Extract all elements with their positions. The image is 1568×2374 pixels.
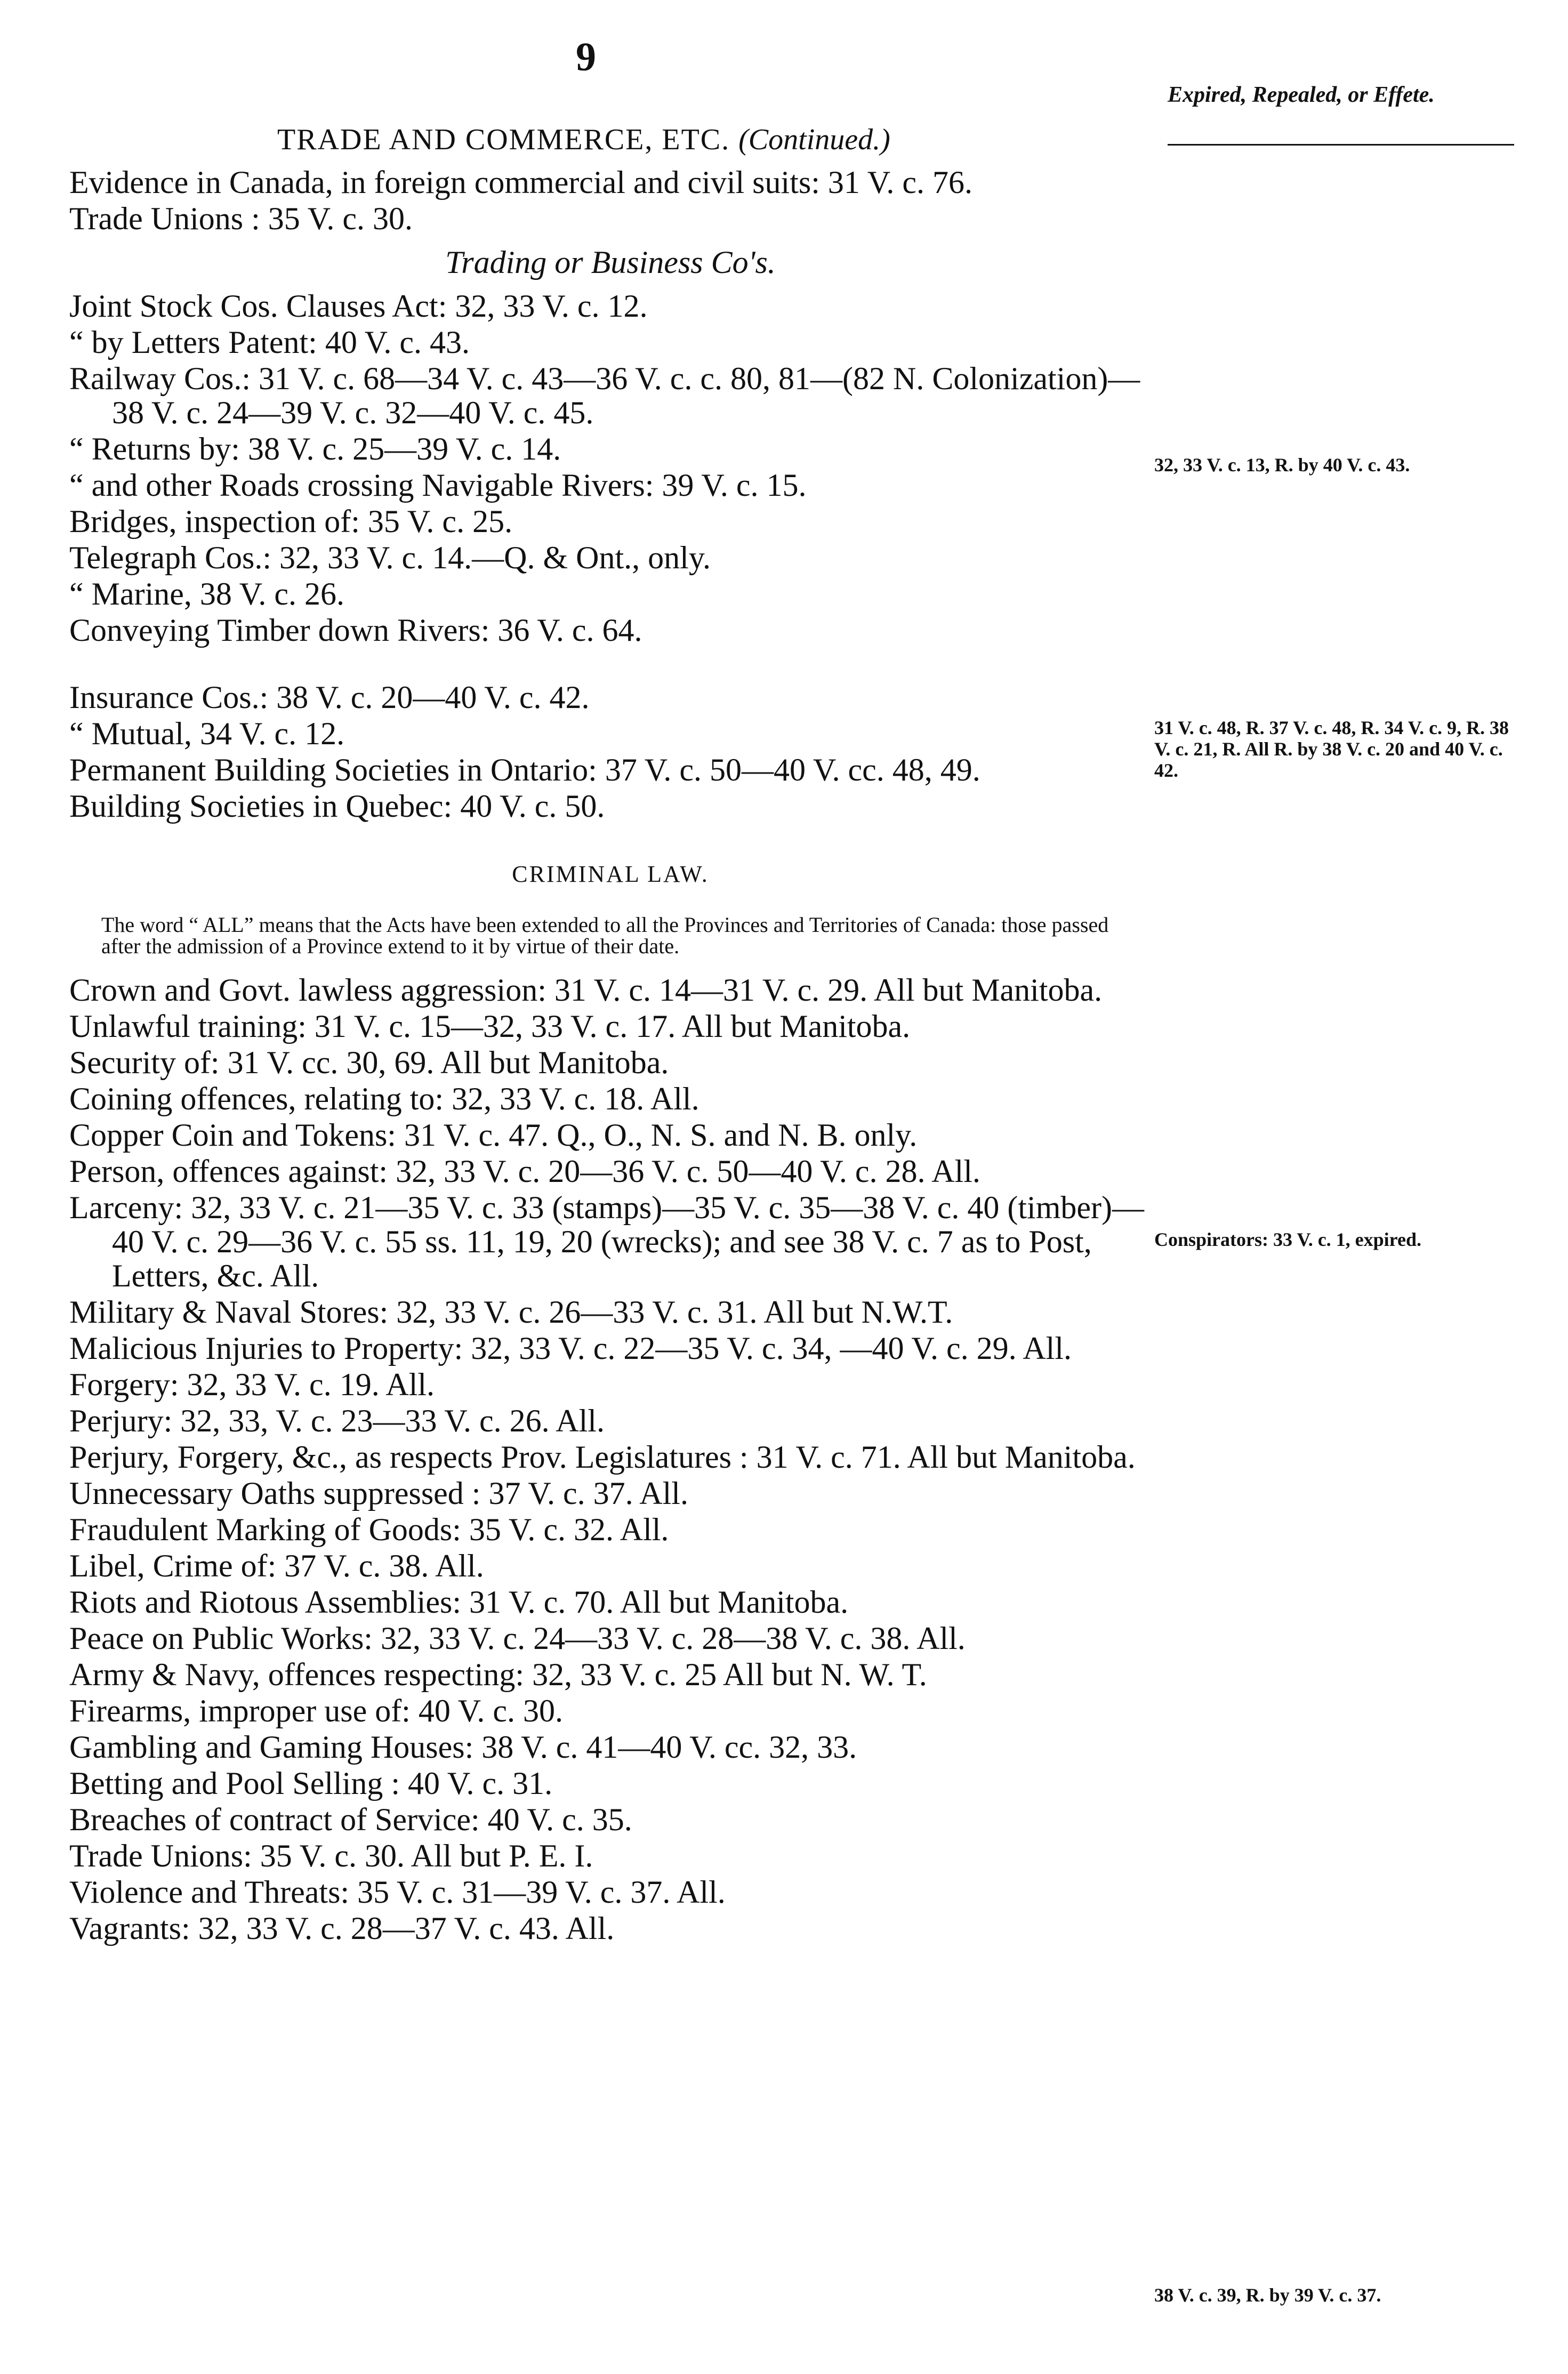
list-item: Gambling and Gaming Houses: 38 V. c. 41—40 V. cc. 32, 33.	[69, 1729, 857, 1765]
list-item: Building Societies in Quebec: 40 V. c. 50.	[69, 788, 605, 824]
list-item: Person, offences against: 32, 33 V. c. 20—36 V. c. 50—40 V. c. 28. All.	[69, 1154, 980, 1189]
list-item: Crown and Govt. lawless aggression: 31 V. c. 14—31 V. c. 29. All but Manitoba.	[69, 972, 1103, 1008]
side-column-header: Expired, Repealed, or Effete.	[1168, 83, 1435, 107]
list-item: Railway Cos.: 31 V. c. 68—34 V. c. 43—36 V. c. c. 80, 81—(82 N. Colonization)—38 V. c. 24—39 V. c. 32—40 V. c. 45.	[69, 361, 1140, 430]
side-note-insurance: 31 V. c. 48, R. 37 V. c. 48, R. 34 V. c. 9, R. 38 V. c. 21, R. All R. by 38 V. c. 20 and 40 V. c. 42.	[1154, 717, 1509, 781]
list-item: “ by Letters Patent: 40 V. c. 43.	[69, 325, 470, 360]
list-item: Army & Navy, offences respecting: 32, 33 V. c. 25 All but N. W. T.	[69, 1657, 927, 1692]
list-item: Security of: 31 V. cc. 30, 69. All but Manitoba.	[69, 1045, 669, 1080]
list-item: Perjury, Forgery, &c., as respects Prov. Legislatures : 31 V. c. 71. All but Manitoba.	[69, 1439, 1136, 1475]
list-item: Copper Coin and Tokens: 31 V. c. 47. Q., O., N. S. and N. B. only.	[69, 1117, 918, 1153]
criminal-entries	[69, 973, 1152, 1945]
list-item: Telegraph Cos.: 32, 33 V. c. 14.—Q. & Ont., only.	[69, 540, 711, 575]
list-item: Larceny: 32, 33 V. c. 21—35 V. c. 33 (stamps)—35 V. c. 35—38 V. c. 40 (timber)—40 V. c. 29—36 V. c. 55 ss. 11, 19, 20 (wrecks); and see 38 V. c. 7 as to Post, Letters, &c. All.	[69, 1190, 1144, 1293]
list-item: Malicious Injuries to Property: 32, 33 V. c. 22—35 V. c. 34, —40 V. c. 29. All.	[69, 1331, 1072, 1366]
list-item: Unlawful training: 31 V. c. 15—32, 33 V. c. 17. All but Manitoba.	[69, 1009, 911, 1044]
list-item: Perjury: 32, 33, V. c. 23—33 V. c. 26. All.	[69, 1403, 605, 1438]
list-item: Violence and Threats: 35 V. c. 31—39 V. c. 37. All.	[69, 1874, 726, 1910]
list-item: Military & Naval Stores: 32, 33 V. c. 26—33 V. c. 31. All but N.W.T.	[69, 1294, 953, 1330]
side-column-rule	[1168, 144, 1514, 146]
list-item: “ Marine, 38 V. c. 26.	[69, 576, 345, 611]
trading-entries	[69, 289, 1152, 647]
list-item: Trade Unions: 35 V. c. 30. All but P. E. I.	[69, 1838, 593, 1873]
list-item: Permanent Building Societies in Ontario: 37 V. c. 50—40 V. cc. 48, 49.	[69, 752, 980, 787]
list-item: Evidence in Canada, in foreign commercial and civil suits: 31 V. c. 76.	[69, 165, 973, 200]
list-item: Conveying Timber down Rivers: 36 V. c. 64.	[69, 613, 642, 648]
list-item: Fraudulent Marking of Goods: 35 V. c. 32. All.	[69, 1512, 669, 1547]
insurance-entries	[69, 680, 1152, 823]
criminal-law-note: The word “ ALL” means that the Acts have been extended to all the Provinces and Territories of Canada: those passed after the admission of a Province extend to it by virtue of their date.	[101, 913, 1109, 958]
side-note-joint-stock: 32, 33 V. c. 13, R. by 40 V. c. 43.	[1154, 454, 1410, 476]
list-item: Joint Stock Cos. Clauses Act: 32, 33 V. c. 12.	[69, 288, 648, 324]
list-item: Vagrants: 32, 33 V. c. 28—37 V. c. 43. All.	[69, 1911, 615, 1946]
list-item: Libel, Crime of: 37 V. c. 38. All.	[69, 1548, 484, 1583]
list-item: Betting and Pool Selling : 40 V. c. 31.	[69, 1766, 553, 1801]
page-number: 9	[576, 35, 596, 79]
list-item: Trade Unions : 35 V. c. 30.	[69, 201, 413, 236]
side-note-violence: 38 V. c. 39, R. by 39 V. c. 37.	[1154, 2284, 1381, 2306]
section-title	[277, 123, 1152, 157]
list-item: “ Returns by: 38 V. c. 25—39 V. c. 14.	[69, 431, 561, 466]
section-continued: (Continued.)	[738, 123, 890, 156]
section-title-text: TRADE AND COMMERCE, ETC.	[277, 123, 730, 156]
list-item: Bridges, inspection of: 35 V. c. 25.	[69, 504, 513, 539]
list-item: Forgery: 32, 33 V. c. 19. All.	[69, 1367, 435, 1402]
list-item: Coining offences, relating to: 32, 33 V. c. 18. All.	[69, 1081, 699, 1116]
list-item: Unnecessary Oaths suppressed : 37 V. c. 37. All.	[69, 1476, 688, 1511]
trade-entries	[69, 165, 1152, 236]
list-item: Breaches of contract of Service: 40 V. c. 35.	[69, 1802, 632, 1837]
criminal-law-title: CRIMINAL LAW.	[512, 861, 709, 887]
list-item: Peace on Public Works: 32, 33 V. c. 24—33 V. c. 28—38 V. c. 38. All.	[69, 1621, 966, 1656]
spacer	[69, 649, 1152, 680]
list-item: Insurance Cos.: 38 V. c. 20—40 V. c. 42.	[69, 680, 590, 715]
list-item: “ Mutual, 34 V. c. 12.	[69, 716, 345, 751]
list-item: “ and other Roads crossing Navigable Rivers: 39 V. c. 15.	[69, 468, 807, 503]
side-note-conspirators: Conspirators: 33 V. c. 1, expired.	[1154, 1229, 1422, 1250]
trading-subtitle: Trading or Business Co's.	[445, 245, 776, 280]
main-column	[69, 123, 1152, 1948]
list-item: Riots and Riotous Assemblies: 31 V. c. 70. All but Manitoba.	[69, 1584, 849, 1620]
list-item: Firearms, improper use of: 40 V. c. 30.	[69, 1693, 563, 1728]
